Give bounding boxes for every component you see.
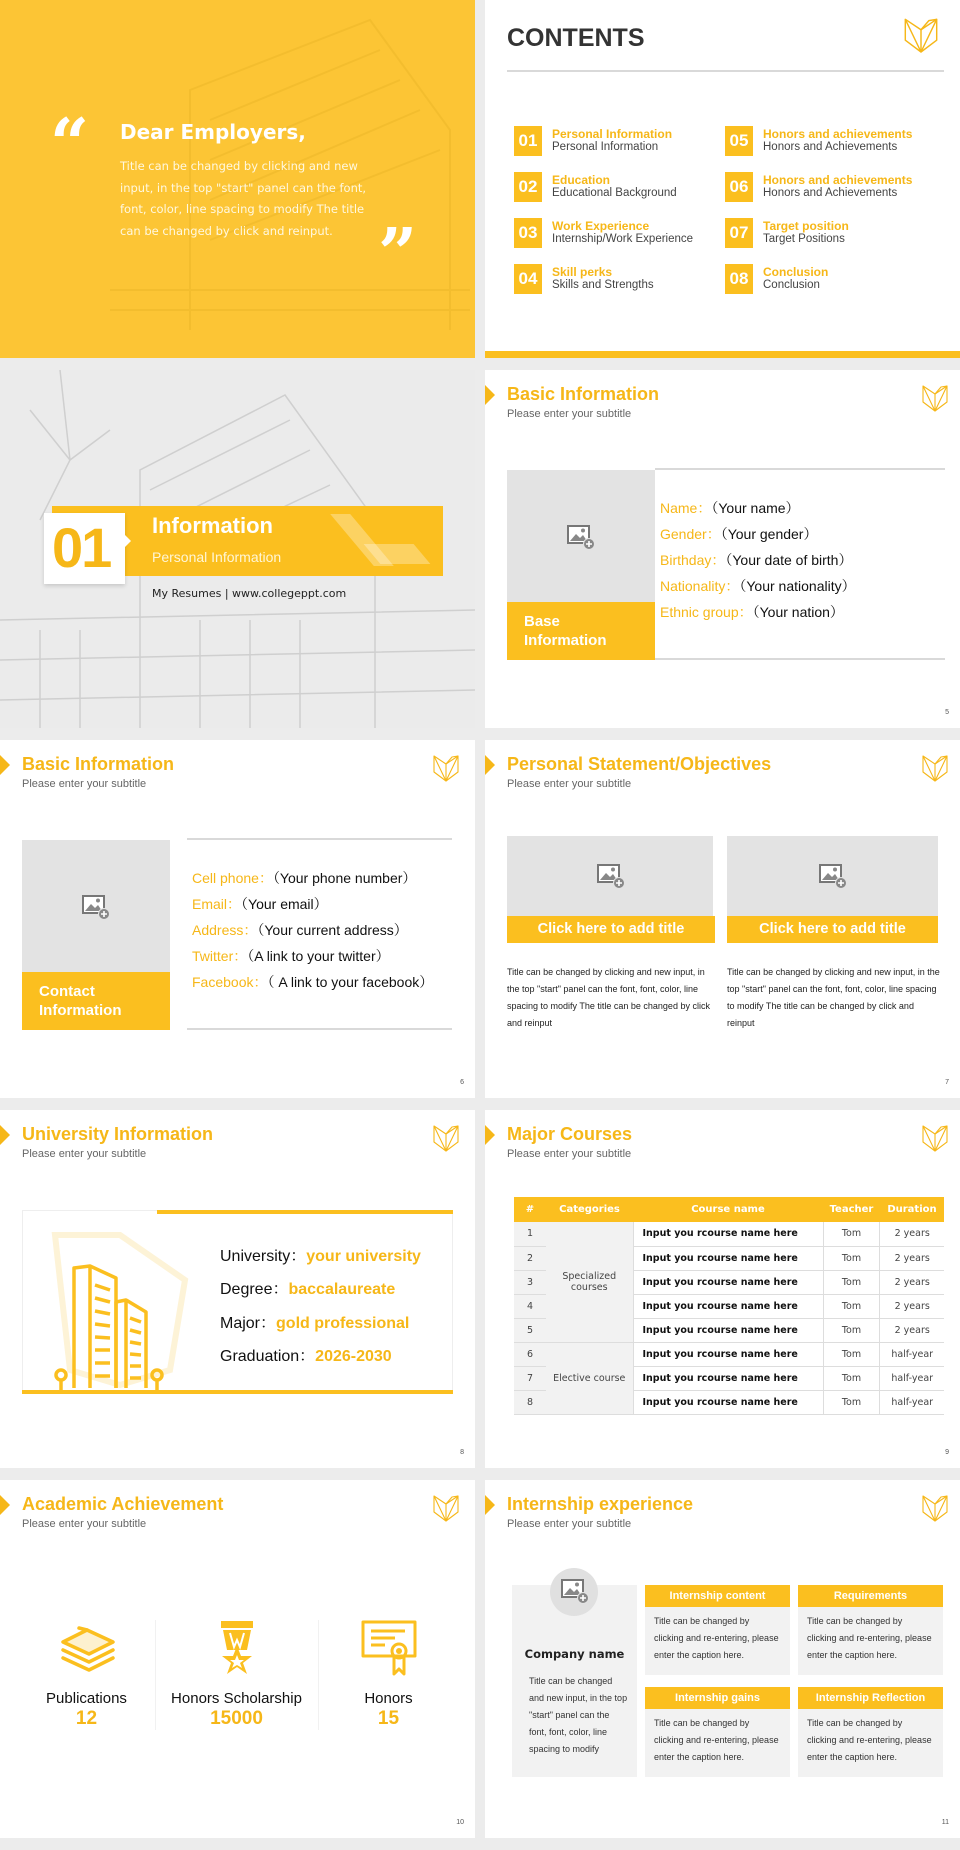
toc-number: 07 (725, 218, 753, 248)
page-number: 8 (460, 1449, 464, 1456)
slide-personal-statement[interactable] (485, 740, 960, 1098)
books-icon (59, 1620, 115, 1676)
slide-internship-experience[interactable] (485, 1480, 960, 1838)
graduation-row[interactable]: Graduation：2026-2030 (220, 1348, 392, 1365)
info-list (655, 468, 945, 660)
section-number: 01 (52, 516, 111, 579)
title-arrow-icon (0, 1495, 10, 1515)
slide-subtitle: Please enter your subtitle (22, 778, 147, 790)
toc-number: 03 (514, 218, 542, 248)
page-number: 5 (945, 709, 949, 716)
toc-title: Target position (763, 219, 849, 233)
slide-title: Personal Statement/Objectives (507, 754, 772, 774)
open-quote-icon: “ (50, 104, 90, 184)
add-title-button-1[interactable]: Click here to add title (507, 916, 715, 943)
slide-title: Academic Achievement (22, 1494, 224, 1514)
achievement-honors-scholarship[interactable]: Honors Scholarship 15000 (164, 1620, 309, 1730)
divider (507, 70, 944, 72)
toc-number: 04 (514, 264, 542, 294)
col-teacher: Teacher (823, 1197, 880, 1222)
toc-subtitle: Educational Background (552, 187, 677, 199)
close-quote-icon: ” (378, 214, 418, 294)
table-row[interactable]: 8 Input you rcourse name here Tom half-year (514, 1390, 944, 1414)
achievement-honors[interactable]: Honors 15 (316, 1620, 461, 1730)
requirements-box[interactable]: Requirements Title can be changed by clicking and re-entering, please enter the caption here. (798, 1585, 943, 1675)
toc-number: 01 (514, 126, 542, 156)
slide-major-courses[interactable] (485, 1110, 960, 1468)
title-arrow-icon (485, 1125, 495, 1145)
info-row-facebook[interactable]: Facebook：（ A link to your facebook） (192, 974, 434, 990)
toc-subtitle: Personal Information (552, 141, 659, 153)
col-categories: Categories (546, 1197, 633, 1222)
degree-row[interactable]: Degree：baccalaureate (220, 1281, 396, 1298)
table-row[interactable]: 6 Elective course Input you rcourse name here Tom half-year (514, 1342, 944, 1366)
accent-bar (22, 1390, 453, 1394)
toc-item-06[interactable] (725, 172, 925, 204)
toc-item-05[interactable] (725, 126, 925, 158)
company-name[interactable]: Company name (524, 1647, 625, 1661)
add-image-icon[interactable] (819, 863, 847, 889)
toc-subtitle: Skills and Strengths (552, 279, 654, 291)
slide-subtitle: Please enter your subtitle (507, 1518, 632, 1530)
table-row[interactable]: 7 Input you rcourse name here Tom half-year (514, 1366, 944, 1390)
category-cell[interactable]: Elective course (546, 1342, 633, 1414)
letter-body[interactable]: Title can be changed by clicking and new input, in the top "start" panel can the font, font, color, line spacing to modify The title can be changed by click and reinput. (120, 159, 367, 238)
title-arrow-icon (0, 1125, 10, 1145)
table-header (514, 1197, 944, 1222)
internship-reflection-box[interactable]: Internship Reflection Title can be changed by clicking and re-entering, please enter the caption here. (798, 1687, 943, 1777)
toc-item-03[interactable] (514, 218, 714, 250)
toc-number: 06 (725, 172, 753, 202)
slide-title: Basic Information (507, 384, 660, 404)
slide-section-divider[interactable] (0, 370, 475, 728)
slide-subtitle: Please enter your subtitle (22, 1148, 147, 1160)
toc-item-07[interactable] (725, 218, 925, 250)
toc-title: Honors and achievements (763, 173, 913, 187)
info-row-name[interactable]: Name：（Your name） (660, 500, 800, 516)
toc-number: 02 (514, 172, 542, 202)
col-duration: Duration (880, 1197, 944, 1222)
page-title: CONTENTS (507, 24, 645, 52)
image-placeholder-2[interactable] (727, 836, 938, 916)
table-row[interactable]: 5 Input you rcourse name here Tom 2 years (514, 1318, 944, 1342)
info-row-twitter[interactable]: Twitter：（A link to your twitter） (192, 948, 390, 964)
university-row[interactable]: University：your university (220, 1248, 421, 1265)
toc-item-02[interactable] (514, 172, 714, 204)
add-title-button-2[interactable]: Click here to add title (727, 916, 938, 943)
section-number-box (44, 513, 125, 584)
title-arrow-icon (485, 385, 495, 405)
slide-title: Internship experience (507, 1494, 694, 1514)
toc-item-01[interactable] (514, 126, 714, 158)
toc-subtitle: Honors and Achievements (763, 141, 898, 153)
category-cell[interactable]: Specialized courses (546, 1222, 633, 1342)
accent-bar (157, 1210, 453, 1214)
info-row-email[interactable]: Email：（Your email） (192, 896, 328, 912)
slide-subtitle: Please enter your subtitle (507, 1148, 632, 1160)
title-arrow-icon (0, 755, 10, 775)
letter-heading[interactable]: Dear Employers, (120, 120, 306, 144)
info-row-birthday[interactable]: Birthday：（Your date of birth） (660, 552, 853, 568)
major-row[interactable]: Major：gold professional (220, 1315, 410, 1332)
slide-contact-information[interactable] (0, 740, 475, 1098)
col-index: # (514, 1197, 546, 1222)
toc-subtitle: Honors and Achievements (763, 187, 898, 199)
logo-icon (922, 1494, 948, 1522)
photo-placeholder[interactable] (22, 840, 170, 1030)
company-description[interactable]: Title can be changed and new input, in the top "start" panel can the font, font, color, line spacing to modify (529, 1676, 628, 1754)
page-number: 7 (945, 1079, 949, 1086)
add-image-icon[interactable] (82, 894, 110, 920)
slide-title: Major Courses (507, 1124, 633, 1144)
table-row[interactable]: 2 Input you rcourse name here Tom 2 years (514, 1246, 944, 1270)
logo-icon (922, 384, 948, 412)
achievement-publications[interactable]: Publications 12 (14, 1620, 159, 1730)
toc-title: Honors and achievements (763, 127, 913, 141)
company-logo-placeholder[interactable] (550, 1568, 598, 1616)
logo-icon (922, 754, 948, 782)
info-row-ethnic-group[interactable]: Ethnic group：（Your nation） (660, 604, 844, 620)
toc-title: Education (552, 173, 611, 187)
add-image-icon[interactable] (597, 863, 625, 889)
page-number: 6 (460, 1079, 464, 1086)
image-placeholder-1[interactable] (507, 836, 713, 916)
divider (155, 1620, 156, 1730)
slide-title: Basic Information (22, 754, 175, 774)
section-title[interactable]: Information (152, 513, 273, 538)
add-image-icon[interactable] (567, 524, 595, 550)
section-subtitle[interactable]: Personal Information (152, 549, 282, 565)
toc-title: Work Experience (552, 219, 650, 233)
page-number: 11 (941, 1819, 949, 1826)
slide-subtitle: Please enter your subtitle (507, 778, 632, 790)
statement-text-2[interactable]: Title can be changed by clicking and new input, in the top "start" panel can the font, font, color, line spacing to modify The title can be changed by click and reinput (727, 967, 940, 1028)
table-row[interactable]: 3 Input you rcourse name here Tom 2 years (514, 1270, 944, 1294)
medal-icon (209, 1620, 265, 1676)
info-row-address[interactable]: Address：（Your current address） (192, 922, 408, 938)
info-row-cell-phone[interactable]: Cell phone：（Your phone number） (192, 870, 417, 886)
title-arrow-icon (485, 1495, 495, 1515)
internship-content-box[interactable]: Internship content Title can be changed by clicking and re-entering, please enter the caption here. (645, 1585, 790, 1675)
section-footer: My Resumes | www.collegeppt.com (152, 587, 347, 600)
statement-text-1[interactable]: Title can be changed by clicking and new input, in the top "start" panel can the font, font, color, line spacing to modify The title can be changed by click and reinput (507, 967, 710, 1028)
internship-gains-box[interactable]: Internship gains Title can be changed by clicking and re-entering, please enter the caption here. (645, 1687, 790, 1777)
slide-title: University Information (22, 1124, 214, 1144)
card-caption: Base Information (507, 602, 655, 660)
slide-cover-letter[interactable] (0, 0, 475, 358)
add-image-icon[interactable] (561, 1578, 589, 1604)
logo-icon (433, 1494, 459, 1522)
card-caption: Contact Information (22, 972, 170, 1030)
logo-icon (922, 1124, 948, 1152)
title-arrow-icon (485, 755, 495, 775)
toc-number: 08 (725, 264, 753, 294)
slide-basic-information[interactable] (485, 370, 960, 728)
logo-icon (433, 754, 459, 782)
toc-number: 05 (725, 126, 753, 156)
slide-subtitle: Please enter your subtitle (22, 1518, 147, 1530)
accent-bar (485, 351, 960, 358)
table-row[interactable]: 4 Input you rcourse name here Tom 2 years (514, 1294, 944, 1318)
toc-item-04[interactable] (514, 264, 714, 296)
buildings-illustration-icon (50, 1230, 190, 1392)
toc-title: Skill perks (552, 265, 613, 279)
toc-subtitle: Internship/Work Experience (552, 233, 694, 245)
logo-icon (904, 16, 938, 54)
slide-academic-achievement[interactable] (0, 1480, 475, 1838)
courses-table (514, 1197, 944, 1415)
toc-subtitle: Conclusion (763, 279, 820, 291)
slide-contents[interactable] (485, 0, 960, 358)
toc-title: Conclusion (763, 265, 829, 279)
col-course-name: Course name (633, 1197, 823, 1222)
info-row-nationality[interactable]: Nationality：（Your nationality） (660, 578, 856, 594)
photo-placeholder[interactable] (507, 470, 655, 660)
page-number: 10 (456, 1819, 464, 1826)
toc-item-08[interactable] (725, 264, 925, 296)
info-list (187, 838, 452, 1030)
certificate-icon (361, 1620, 417, 1676)
page-number: 9 (945, 1449, 949, 1456)
table-row[interactable]: 1 Specialized courses Input you rcourse name here Tom 2 years (514, 1222, 944, 1246)
info-row-gender[interactable]: Gender：（Your gender） (660, 526, 818, 542)
slide-university-information[interactable] (0, 1110, 475, 1468)
toc-title: Personal Information (552, 127, 673, 141)
slide-subtitle: Please enter your subtitle (507, 408, 632, 420)
toc-subtitle: Target Positions (763, 233, 845, 245)
logo-icon (433, 1124, 459, 1152)
